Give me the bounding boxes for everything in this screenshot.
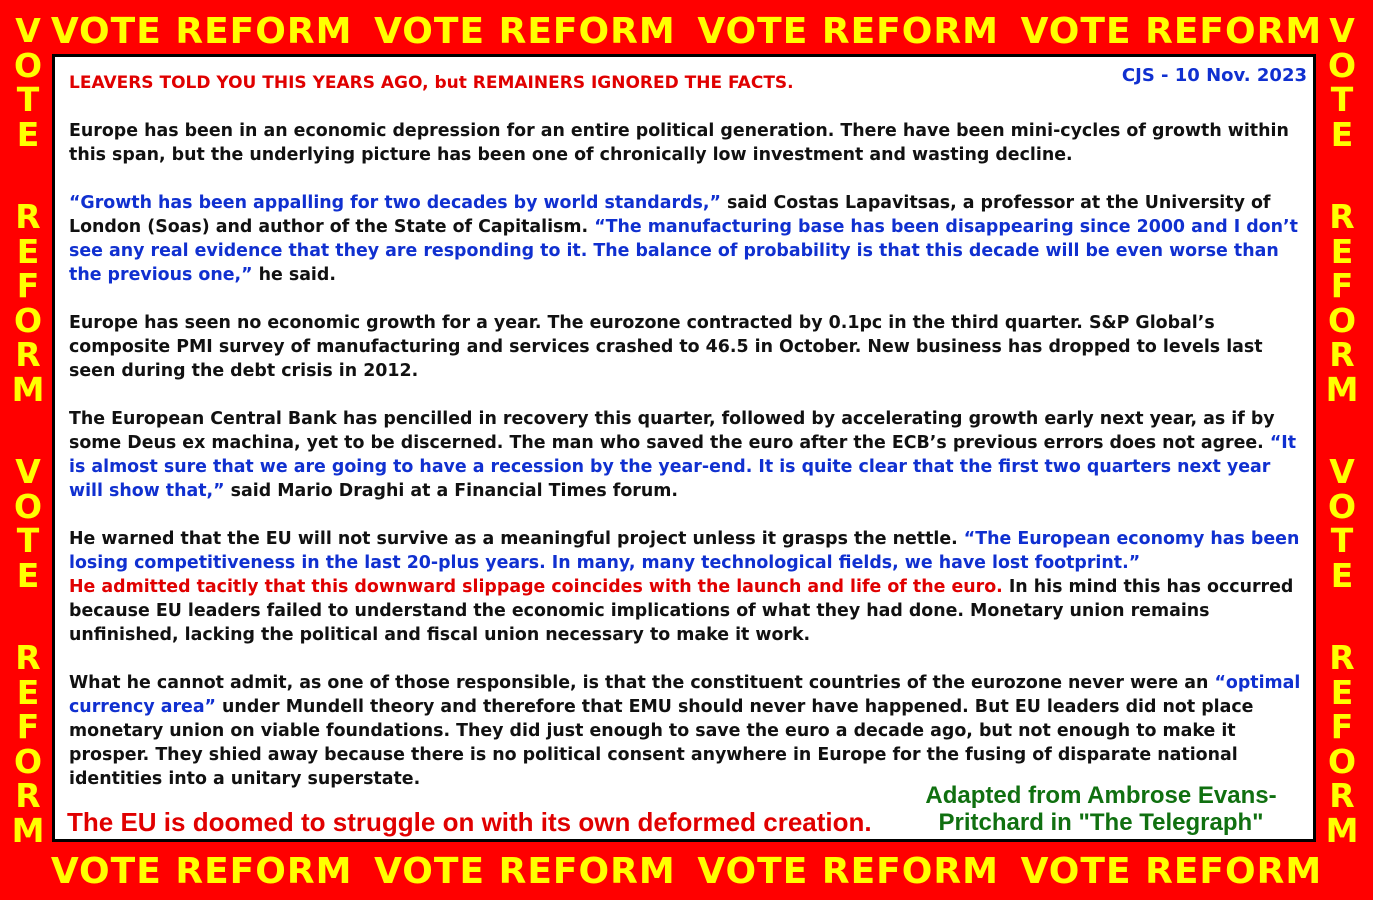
paragraph-text: said Mario Draghi at a Financial Times forum. bbox=[224, 481, 678, 501]
vertical-letter: O bbox=[1327, 741, 1357, 781]
vertical-letter: V bbox=[15, 452, 41, 491]
vertical-letter: V bbox=[15, 11, 41, 50]
banner-slogan: VOTE REFORM bbox=[50, 850, 353, 892]
vertical-letter: V bbox=[1329, 452, 1355, 491]
paragraph-1: Europe has been in an economic depression for an entire political generation. There have been mini-cycles of growth within this span, but the underlying picture has been one of chronically low investment and wasting decline. bbox=[69, 121, 1289, 165]
paragraph-4 bbox=[69, 407, 1301, 503]
paragraph-text: said Costas Lapavitsas, a professor at the University of London (Soas) and author of the State of Capitalism. bbox=[69, 193, 1271, 237]
vertical-letter: R bbox=[15, 638, 41, 677]
quote: “optimal currency area” bbox=[69, 673, 1301, 717]
paragraph-text: He warned that the EU will not survive as a meaningful project unless it grasps the nettle. bbox=[69, 529, 964, 549]
vertical-letter: E bbox=[16, 555, 40, 595]
paragraph-text: he said. bbox=[252, 265, 336, 285]
article-date: CJS - 10 Nov. 2023 bbox=[1121, 65, 1307, 86]
banner-slogan: VOTE REFORM bbox=[697, 10, 999, 52]
vertical-letter: R bbox=[15, 335, 41, 374]
vertical-slogan-word bbox=[1327, 452, 1357, 595]
vertical-letter: E bbox=[1330, 231, 1354, 271]
vertical-letter: E bbox=[16, 672, 40, 712]
right-vertical-banner bbox=[1320, 11, 1364, 896]
banner-slogan: VOTE REFORM bbox=[1020, 850, 1323, 892]
vertical-letter: R bbox=[15, 776, 41, 815]
vertical-letter: F bbox=[16, 707, 40, 746]
vertical-letter: R bbox=[1329, 638, 1355, 677]
paragraph-5 bbox=[69, 527, 1301, 647]
vertical-letter: O bbox=[13, 300, 43, 340]
vertical-letter: T bbox=[16, 521, 40, 560]
vertical-letter: M bbox=[1325, 369, 1359, 409]
vertical-slogan-word bbox=[13, 452, 43, 595]
conclusion-text: The EU is doomed to struggle on with its own deformed creation. bbox=[67, 807, 872, 837]
top-banner bbox=[0, 4, 1373, 58]
vertical-letter: E bbox=[16, 231, 40, 271]
credit-line: Pritchard in "The Telegraph" bbox=[938, 809, 1264, 836]
banner-slogan: VOTE REFORM bbox=[50, 10, 353, 52]
paragraph-text: In his mind this has occurred because EU leaders failed to understand the economic implications of what they had done. Monetary union remains unfinished, lacking the political and fiscal union necessary to make it work. bbox=[69, 577, 1294, 645]
vertical-letter: E bbox=[16, 114, 40, 154]
article-body bbox=[69, 71, 1301, 815]
vertical-letter: F bbox=[1330, 266, 1354, 305]
vertical-letter: F bbox=[1330, 707, 1354, 746]
vertical-letter: T bbox=[1330, 521, 1354, 560]
vertical-letter: O bbox=[13, 45, 43, 85]
banner-slogan: VOTE REFORM bbox=[374, 850, 676, 892]
vertical-letter: T bbox=[1330, 80, 1354, 119]
paragraph-text: under Mundell theory and therefore that EMU should never have happened. But EU leaders did not place monetary union on viable foundations. They did just enough to save the euro a decade ago, but not enough to make it prosper. They shied away because there is no political consent anywhere in Europe for the fusing of disparate national identities into a unitary superstate. bbox=[69, 697, 1254, 789]
credit-line: Adapted from Ambrose Evans- bbox=[925, 782, 1277, 809]
left-vertical-banner bbox=[6, 11, 50, 896]
vertical-letter: R bbox=[1329, 335, 1355, 374]
vertical-slogan-word bbox=[1327, 11, 1357, 154]
vertical-letter: O bbox=[1327, 300, 1357, 340]
bottom-banner bbox=[0, 844, 1373, 898]
vertical-slogan-word bbox=[11, 638, 45, 850]
vertical-letter: T bbox=[16, 80, 40, 119]
article-panel bbox=[52, 54, 1316, 842]
highlight-text: He admitted tacitly that this downward slippage coincides with the launch and life of the euro. bbox=[69, 577, 1003, 597]
vertical-letter: M bbox=[11, 810, 45, 850]
banner-slogan: VOTE REFORM bbox=[1020, 10, 1323, 52]
quote: “It is almost sure that we are going to have a recession by the year-end. It is quite clear that the first two quarters next year will show that,” bbox=[69, 433, 1297, 501]
vertical-letter: R bbox=[15, 197, 41, 236]
banner-slogan: VOTE REFORM bbox=[374, 10, 676, 52]
vertical-slogan-word bbox=[1325, 638, 1359, 850]
paragraph-6 bbox=[69, 671, 1301, 791]
vertical-letter: E bbox=[1330, 114, 1354, 154]
vertical-letter: M bbox=[1325, 810, 1359, 850]
vertical-letter: O bbox=[13, 741, 43, 781]
vertical-letter: O bbox=[13, 486, 43, 526]
vertical-letter: E bbox=[1330, 555, 1354, 595]
quote: “The European economy has been losing competitiveness in the last 20-plus years. In many, many technological fields, we have lost footprint.” bbox=[69, 529, 1300, 573]
vertical-letter: M bbox=[11, 369, 45, 409]
paragraph-3: Europe has seen no economic growth for a year. The eurozone contracted by 0.1pc in the third quarter. S&P Global’s composite PMI survey of manufacturing and services crashed to 46.5 in October. New business has dropped to levels last seen during the debt crisis in 2012. bbox=[69, 313, 1263, 381]
paragraph-text: The European Central Bank has pencilled in recovery this quarter, followed by accelerating growth early next year, as if by some Deus ex machina, yet to be discerned. The man who saved the euro after the ECB’s previous errors does not agree. bbox=[69, 409, 1275, 453]
vertical-slogan-word bbox=[11, 197, 45, 409]
paragraph-2 bbox=[69, 191, 1301, 287]
vertical-letter: O bbox=[1327, 45, 1357, 85]
vertical-letter: V bbox=[1329, 11, 1355, 50]
paragraph-text: What he cannot admit, as one of those responsible, is that the constituent countries of the eurozone never were an bbox=[69, 673, 1215, 693]
vertical-letter: R bbox=[1329, 776, 1355, 815]
vertical-letter: O bbox=[1327, 486, 1357, 526]
banner-slogan: VOTE REFORM bbox=[697, 850, 999, 892]
vertical-letter: E bbox=[1330, 672, 1354, 712]
vertical-slogan-word bbox=[13, 11, 43, 154]
vertical-letter: F bbox=[16, 266, 40, 305]
quote: “The manufacturing base has been disappearing since 2000 and I don’t see any real evidence that they are responding to it. The balance of probability is that this decade will be even worse than the previous one,” bbox=[69, 217, 1298, 285]
source-credit bbox=[901, 782, 1301, 836]
vertical-slogan-word bbox=[1325, 197, 1359, 409]
article-headline: LEAVERS TOLD YOU THIS YEARS AGO, but REMAINERS IGNORED THE FACTS. bbox=[69, 73, 794, 93]
quote: “Growth has been appalling for two decades by world standards,” bbox=[69, 193, 721, 213]
vertical-letter: R bbox=[1329, 197, 1355, 236]
